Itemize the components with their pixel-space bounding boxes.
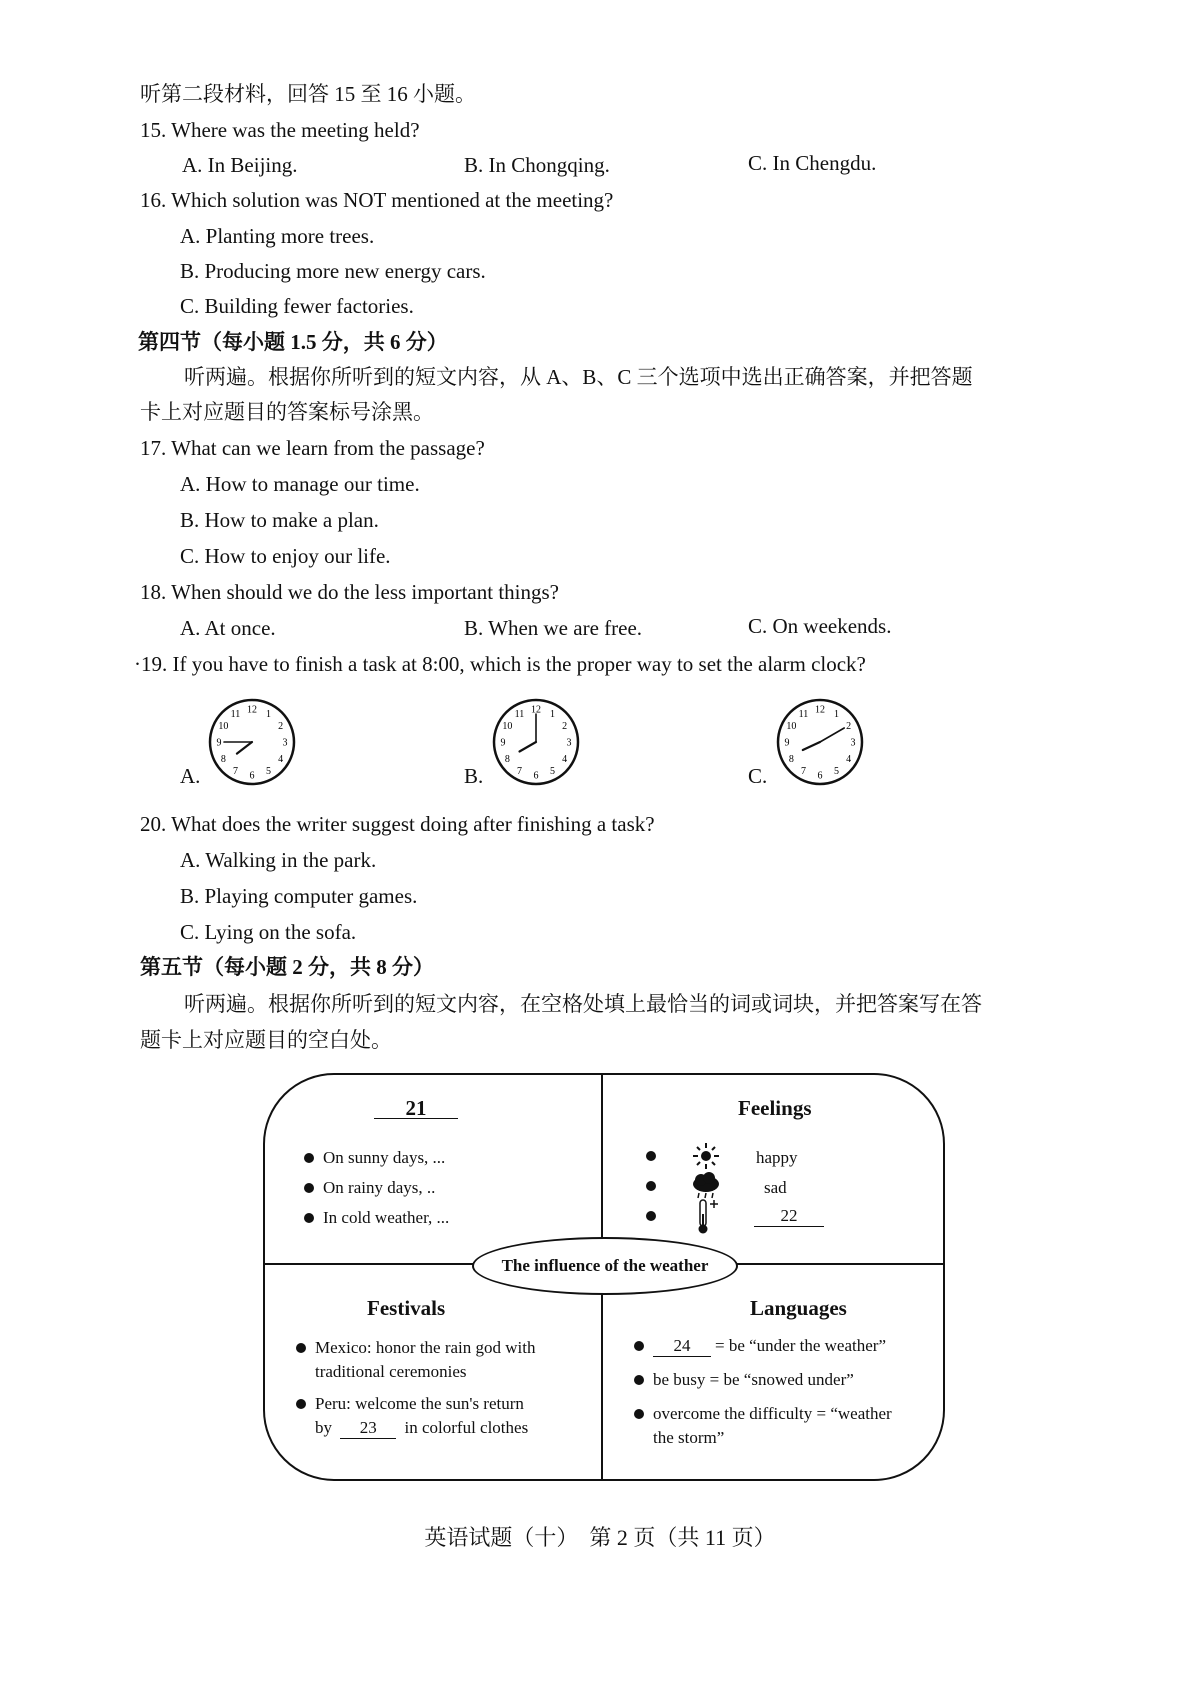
q19-option-c: C. [748,764,768,788]
section-4-instruction-1: 听两遍。根据你所听到的短文内容，从 A、B、C 三个选项中选出正确答案，并把答题 [184,365,973,389]
q17-option-b: B. How to make a plan. [180,508,379,532]
clock-number: 2 [278,721,284,732]
clock-number: 4 [278,754,284,765]
feelings-row-3 [646,1206,665,1226]
q15-option-b: B. In Chongqing. [464,153,610,177]
clock-number: 5 [834,766,839,778]
q16-option-a: A. Planting more trees. [180,224,375,248]
clock-number: 4 [562,754,568,765]
festival-peru-line-1: Peru: welcome the sun's return [296,1394,524,1414]
weather-influence-diagram [262,1072,946,1482]
section-5-instruction-1: 听两遍。根据你所听到的短文内容，在空格处填上最恰当的词或词块，并把答案写在答 [184,992,982,1016]
clock-number: 12 [531,704,541,716]
clock-c [774,696,866,788]
intro-15-16: 听第二段材料，回答 15 至 16 小题。 [140,82,476,106]
section-4-instruction-2: 卡上对应题目的答案标号涂黑。 [140,400,434,424]
clock-face [774,696,866,788]
clock-number: 8 [504,754,510,765]
language-item-1: 24 = be “under the weather” [634,1336,886,1357]
q16-option-c: C. Building fewer factories. [180,294,414,318]
question-15: 15. Where was the meeting held? [140,118,420,142]
clock-number: 6 [533,770,539,782]
clock-number: 11 [514,708,525,720]
language-item-2: be busy = be “snowed under” [634,1370,854,1390]
language-item-3-line-2: the storm” [653,1428,725,1447]
clock-number: 9 [784,737,790,749]
clock-number: 11 [798,708,809,720]
section-4-title: 第四节（每小题 1.5 分，共 6 分） [138,330,448,354]
clock-a [206,696,298,788]
q18-option-a: A. At once. [180,616,276,640]
thermometer-icon [696,1196,722,1236]
q20-option-c: C. Lying on the sofa. [180,920,357,944]
clock-number: 6 [249,770,255,782]
q20-option-b: B. Playing computer games. [180,884,418,908]
q15-option-a: A. In Beijing. [182,153,298,177]
festival-peru-line-2: by 23 in colorful clothes [315,1418,529,1437]
clock-face [490,696,582,788]
clock-number: 3 [566,737,572,749]
clock-number: 1 [834,708,839,720]
clock-number: 2 [562,721,568,732]
feeling-happy: happy [756,1148,798,1167]
blank-24: 24 [653,1336,711,1357]
blank-21: 21 [374,1096,458,1121]
page-footer: 英语试题（十） 第 2 页（共 11 页） [424,1525,776,1550]
clock-number: 9 [216,737,222,749]
q18-option-c: C. On weekends. [748,614,892,638]
clock-number: 12 [247,704,257,716]
clock-number: 10 [218,721,229,732]
clock-number: 6 [817,770,823,782]
clock-number: 8 [220,754,226,765]
language-item-3-line-1: overcome the difficulty = “weather [634,1404,892,1424]
q16-option-b: B. Producing more new energy cars. [180,259,486,283]
feelings-row-1 [646,1146,665,1166]
q19-option-b: B. [464,764,484,788]
q17-option-c: C. How to enjoy our life. [180,544,391,568]
festivals-title: Festivals [367,1296,446,1320]
section-5-instruction-2: 题卡上对应题目的空白处。 [140,1028,392,1052]
clock-number: 11 [230,708,241,720]
languages-title: Languages [750,1296,847,1320]
clock-number: 2 [846,721,852,732]
q19-option-a: A. [180,764,201,788]
q20-option-a: A. Walking in the park. [180,848,377,872]
clock-number: 10 [502,721,513,732]
clock-number: 5 [550,766,555,778]
section-5-title: 第五节（每小题 2 分，共 8 分） [140,955,434,979]
q1-item-3: In cold weather, ... [304,1208,449,1228]
question-18: 18. When should we do the less important things? [140,580,559,604]
clock-number: 3 [850,737,856,749]
center-topic: The influence of the weather [472,1237,738,1295]
q18-option-b: B. When we are free. [464,616,643,640]
clock-number: 1 [266,708,271,720]
clock-number: 5 [266,766,271,778]
question-20: 20. What does the writer suggest doing after finishing a task? [140,812,655,836]
blank-22: 22 [754,1206,824,1227]
clock-b [490,696,582,788]
q17-option-a: A. How to manage our time. [180,472,420,496]
q15-option-c: C. In Chengdu. [748,151,877,175]
clock-number: 4 [846,754,852,765]
clock-number: 7 [233,766,238,778]
clock-number: 12 [815,704,825,716]
sun-icon [692,1142,720,1170]
festival-mexico-line-2: traditional ceremonies [315,1362,467,1381]
clock-number: 8 [788,754,794,765]
festival-mexico-line-1: Mexico: honor the rain god with [296,1338,536,1358]
question-17: 17. What can we learn from the passage? [140,436,485,460]
q1-item-1: On sunny days, ... [304,1148,445,1168]
blank-23: 23 [340,1418,396,1439]
clock-number: 9 [500,737,506,749]
feeling-sad: sad [764,1178,787,1197]
q1-item-2: On rainy days, .. [304,1178,435,1198]
feelings-title: Feelings [738,1096,812,1120]
feelings-row-2 [646,1176,665,1196]
clock-number: 10 [786,721,797,732]
question-16: 16. Which solution was NOT mentioned at the meeting? [140,188,614,212]
clock-number: 7 [517,766,522,778]
clock-face [206,696,298,788]
clock-number: 7 [801,766,806,778]
question-19: ·19. If you have to finish a task at 8:00, which is the proper way to set the alarm clock? [134,652,866,676]
clock-number: 3 [282,737,288,749]
clock-number: 1 [550,708,555,720]
